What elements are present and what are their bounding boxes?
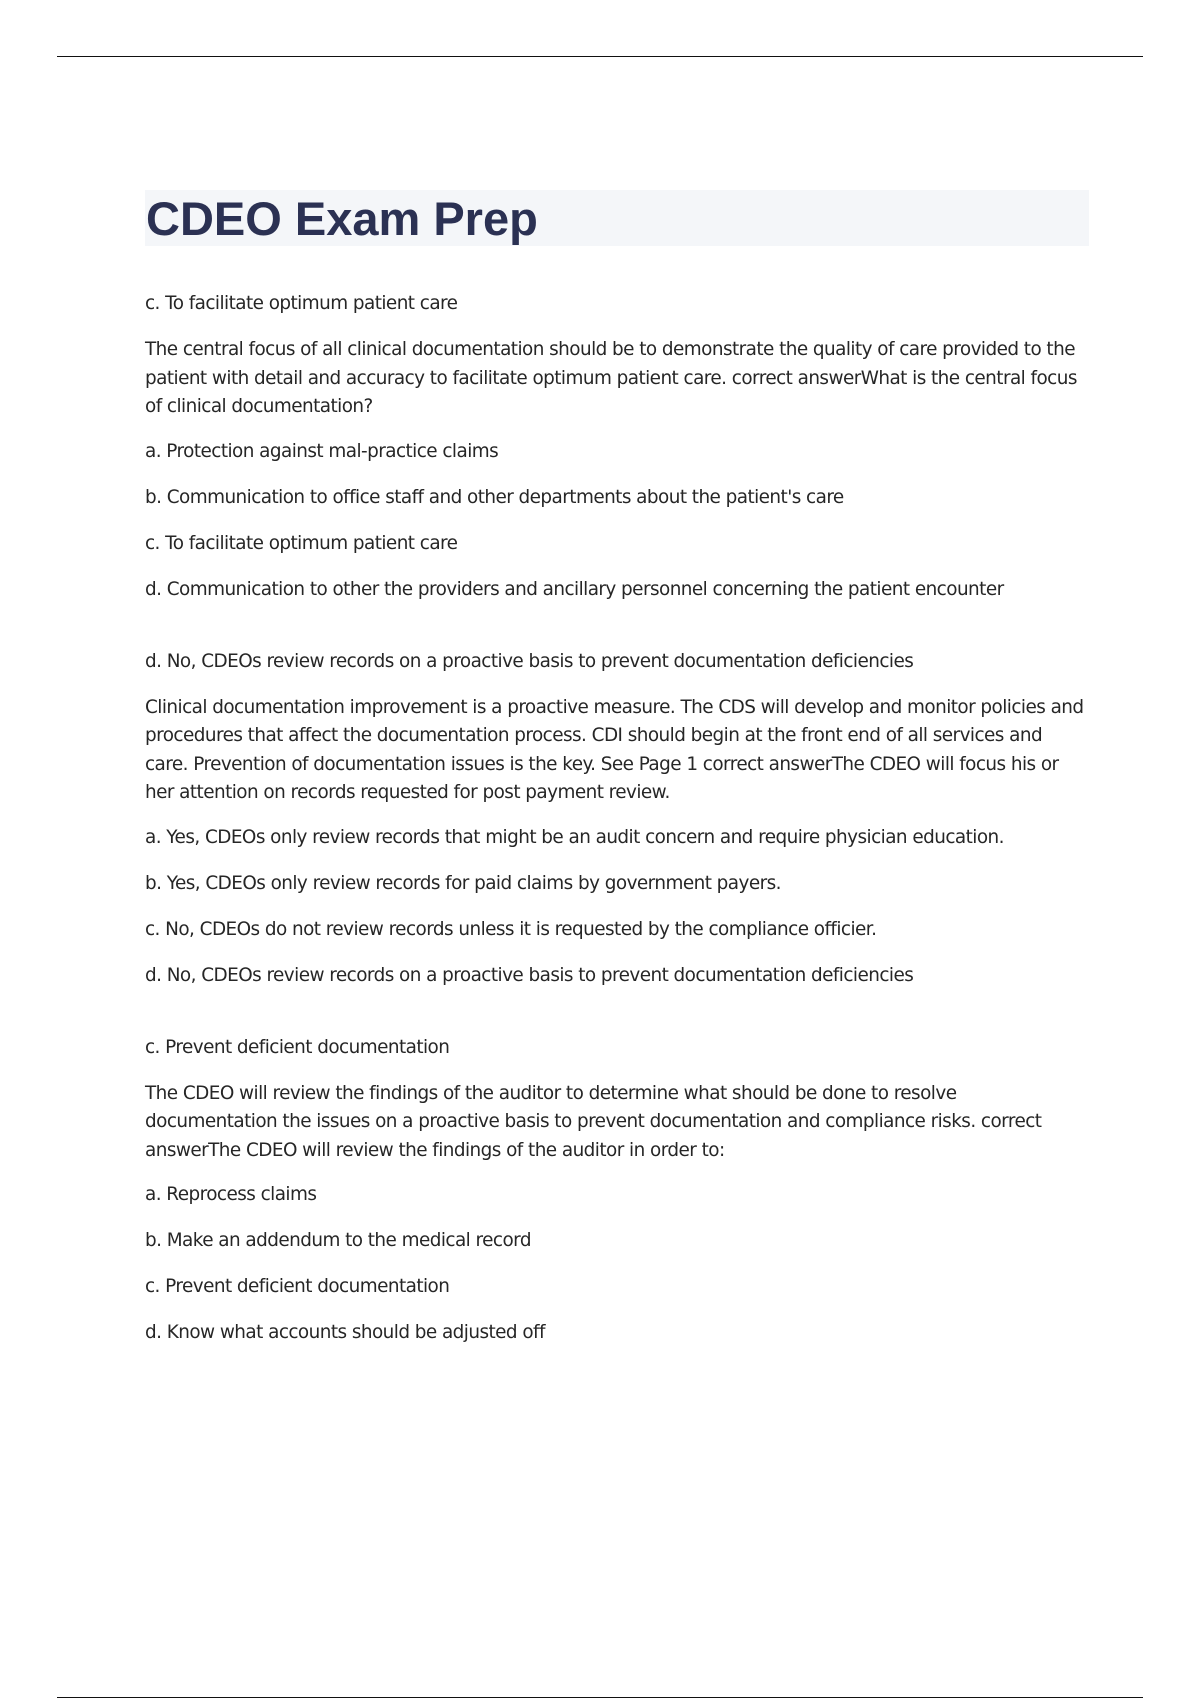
answer-option: a. Yes, CDEOs only review records that might be an audit concern and require physician education. — [145, 826, 1004, 848]
answer-explanation: The central focus of all clinical documentation should be to demonstrate the quality of care provided to the patient with detail and accuracy to facilitate optimum patient care. correct answerWhat is the central focus of clinical documentation? — [145, 339, 1077, 417]
answer-option: d. Communication to other the providers and ancillary personnel concerning the patient encounter — [145, 578, 1004, 600]
answer-option: b. Make an addendum to the medical record — [145, 1230, 531, 1251]
answer-option: b. Communication to office staff and other departments about the patient's care — [145, 486, 844, 508]
answer-option: d. Know what accounts should be adjusted off — [145, 1322, 545, 1343]
document-body — [145, 290, 1085, 1391]
document-title: CDEO Exam Prep — [146, 192, 538, 245]
qa-block — [145, 648, 1085, 990]
footer-rule — [57, 1697, 1143, 1698]
answer-option: c. No, CDEOs do not review records unless it is requested by the compliance officier. — [145, 918, 877, 940]
answer-option: c. Prevent deficient documentation — [145, 1276, 450, 1297]
answer-explanation: The CDEO will review the findings of the auditor to determine what should be done to resolve documentation the issues on a proactive basis to prevent documentation and compliance risks. correct answerThe CDEO will review the findings of the auditor in order to: — [145, 1082, 1042, 1161]
answer-explanation: Clinical documentation improvement is a proactive measure. The CDS will develop and monitor policies and procedures that affect the documentation process. CDI should begin at the front end of all services and care. Prevention of documentation issues is the key. See Page 1 correct answerThe CDEO will focus his or her attention on records requested for post payment review. — [145, 696, 1084, 803]
correct-answer: d. No, CDEOs review records on a proactive basis to prevent documentation deficiencies — [145, 650, 914, 672]
correct-answer: c. Prevent deficient documentation — [145, 1036, 450, 1058]
answer-option: a. Reprocess claims — [145, 1184, 317, 1205]
answer-option: b. Yes, CDEOs only review records for paid claims by government payers. — [145, 872, 781, 894]
qa-block — [145, 290, 1085, 604]
correct-answer: c. To facilitate optimum patient care — [145, 293, 458, 314]
answer-option: d. No, CDEOs review records on a proactive basis to prevent documentation deficiencies — [145, 964, 914, 986]
header-rule — [57, 56, 1143, 57]
qa-block — [145, 1034, 1085, 1348]
answer-option: a. Protection against mal-practice claims — [145, 440, 499, 462]
answer-option: c. To facilitate optimum patient care — [145, 532, 458, 554]
